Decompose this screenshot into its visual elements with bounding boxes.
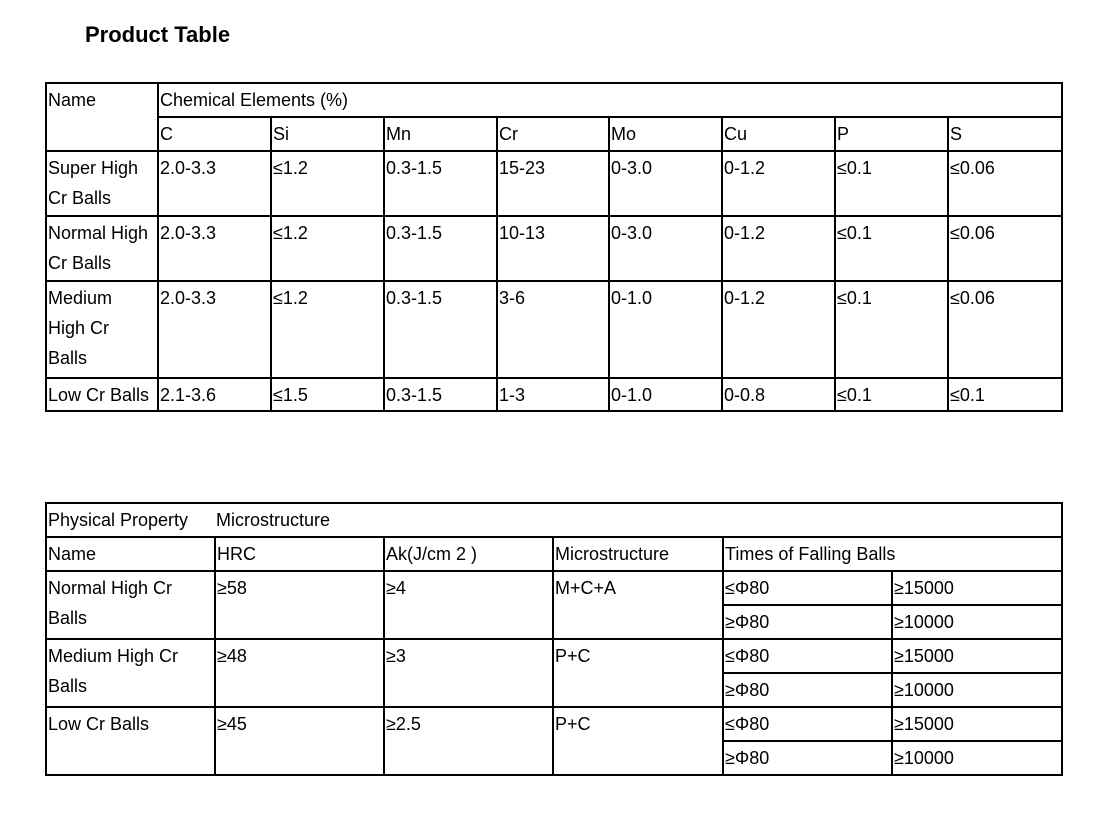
- table-cell: ≤0.1: [835, 378, 948, 411]
- column-header: C: [158, 117, 271, 151]
- table-header-row: [46, 117, 1062, 151]
- row-name: Super High Cr Balls: [46, 151, 158, 216]
- microstructure-cell: M+C+A: [553, 571, 723, 639]
- microstructure-group-header: Microstructure: [215, 503, 1062, 537]
- table-cell: ≤0.06: [948, 216, 1062, 281]
- column-header: Mo: [609, 117, 722, 151]
- physical-property-table: [45, 502, 1063, 776]
- table-cell: ≤0.1: [835, 281, 948, 378]
- column-header: Name: [46, 537, 215, 571]
- row-name: Normal High Cr Balls: [46, 571, 215, 639]
- ball-size-cell: ≥Φ80: [723, 605, 892, 639]
- table-cell: 0-0.8: [722, 378, 835, 411]
- table-cell: ≤1.2: [271, 151, 384, 216]
- ball-size-cell: ≥Φ80: [723, 741, 892, 775]
- table-row: [46, 639, 1062, 673]
- row-name: Normal High Cr Balls: [46, 216, 158, 281]
- column-header: S: [948, 117, 1062, 151]
- physical-property-header: Physical Property: [46, 503, 215, 537]
- table-row: [46, 378, 1062, 411]
- ak-cell: ≥2.5: [384, 707, 553, 775]
- column-header: P: [835, 117, 948, 151]
- table-cell: ≤1.2: [271, 281, 384, 378]
- table-cell: ≤0.1: [948, 378, 1062, 411]
- hrc-cell: ≥48: [215, 639, 384, 707]
- table-row: [46, 707, 1062, 741]
- name-header-spacer: [46, 117, 158, 151]
- falls-count-cell: ≥15000: [892, 707, 1062, 741]
- table-cell: 2.0-3.3: [158, 281, 271, 378]
- table-cell: ≤0.1: [835, 151, 948, 216]
- column-header: Times of Falling Balls: [723, 537, 1062, 571]
- table-cell: ≤0.06: [948, 151, 1062, 216]
- table-cell: 0-3.0: [609, 151, 722, 216]
- falls-count-cell: ≥15000: [892, 639, 1062, 673]
- falls-count-cell: ≥10000: [892, 741, 1062, 775]
- table-cell: ≤1.5: [271, 378, 384, 411]
- column-header: Cr: [497, 117, 609, 151]
- name-header: Name: [46, 83, 158, 117]
- table-cell: ≤0.06: [948, 281, 1062, 378]
- row-name: Low Cr Balls: [46, 707, 215, 775]
- column-header: Si: [271, 117, 384, 151]
- row-name: Low Cr Balls: [46, 378, 158, 411]
- table-header-row: [46, 537, 1062, 571]
- table-row: [46, 216, 1062, 281]
- row-name: Medium High Cr Balls: [46, 639, 215, 707]
- table-cell: 0.3-1.5: [384, 378, 497, 411]
- table-cell: ≤1.2: [271, 216, 384, 281]
- ball-size-cell: ≤Φ80: [723, 639, 892, 673]
- table-cell: 0-1.2: [722, 151, 835, 216]
- column-header: HRC: [215, 537, 384, 571]
- table-cell: 10-13: [497, 216, 609, 281]
- table-cell: 2.0-3.3: [158, 151, 271, 216]
- table-cell: 0-1.2: [722, 216, 835, 281]
- column-header: Cu: [722, 117, 835, 151]
- chemical-elements-header: Chemical Elements (%): [158, 83, 1062, 117]
- table-cell: 1-3: [497, 378, 609, 411]
- table-cell: 0-1.0: [609, 378, 722, 411]
- table-row: [46, 571, 1062, 605]
- column-header: Microstructure: [553, 537, 723, 571]
- table-cell: ≤0.1: [835, 216, 948, 281]
- ak-cell: ≥3: [384, 639, 553, 707]
- table-cell: 2.0-3.3: [158, 216, 271, 281]
- falls-count-cell: ≥10000: [892, 673, 1062, 707]
- microstructure-cell: P+C: [553, 639, 723, 707]
- table-cell: 0-1.0: [609, 281, 722, 378]
- table-cell: 0-1.2: [722, 281, 835, 378]
- table-cell: 0-3.0: [609, 216, 722, 281]
- table-cell: 0.3-1.5: [384, 151, 497, 216]
- table-header-row: [46, 83, 1062, 117]
- ball-size-cell: ≥Φ80: [723, 673, 892, 707]
- falls-count-cell: ≥15000: [892, 571, 1062, 605]
- chemical-elements-table: [45, 82, 1063, 412]
- ak-cell: ≥4: [384, 571, 553, 639]
- page-title: Product Table: [85, 22, 231, 47]
- table-cell: 0.3-1.5: [384, 216, 497, 281]
- falls-count-cell: ≥10000: [892, 605, 1062, 639]
- table-cell: 3-6: [497, 281, 609, 378]
- hrc-cell: ≥58: [215, 571, 384, 639]
- table-cell: 2.1-3.6: [158, 378, 271, 411]
- table-row: [46, 151, 1062, 216]
- ball-size-cell: ≤Φ80: [723, 707, 892, 741]
- microstructure-cell: P+C: [553, 707, 723, 775]
- table-row: [46, 281, 1062, 378]
- row-name: Medium High Cr Balls: [46, 281, 158, 378]
- table-cell: 0.3-1.5: [384, 281, 497, 378]
- ball-size-cell: ≤Φ80: [723, 571, 892, 605]
- column-header: Ak(J/cm 2 ): [384, 537, 553, 571]
- column-header: Mn: [384, 117, 497, 151]
- hrc-cell: ≥45: [215, 707, 384, 775]
- table-cell: 15-23: [497, 151, 609, 216]
- table-header-row: [46, 503, 1062, 537]
